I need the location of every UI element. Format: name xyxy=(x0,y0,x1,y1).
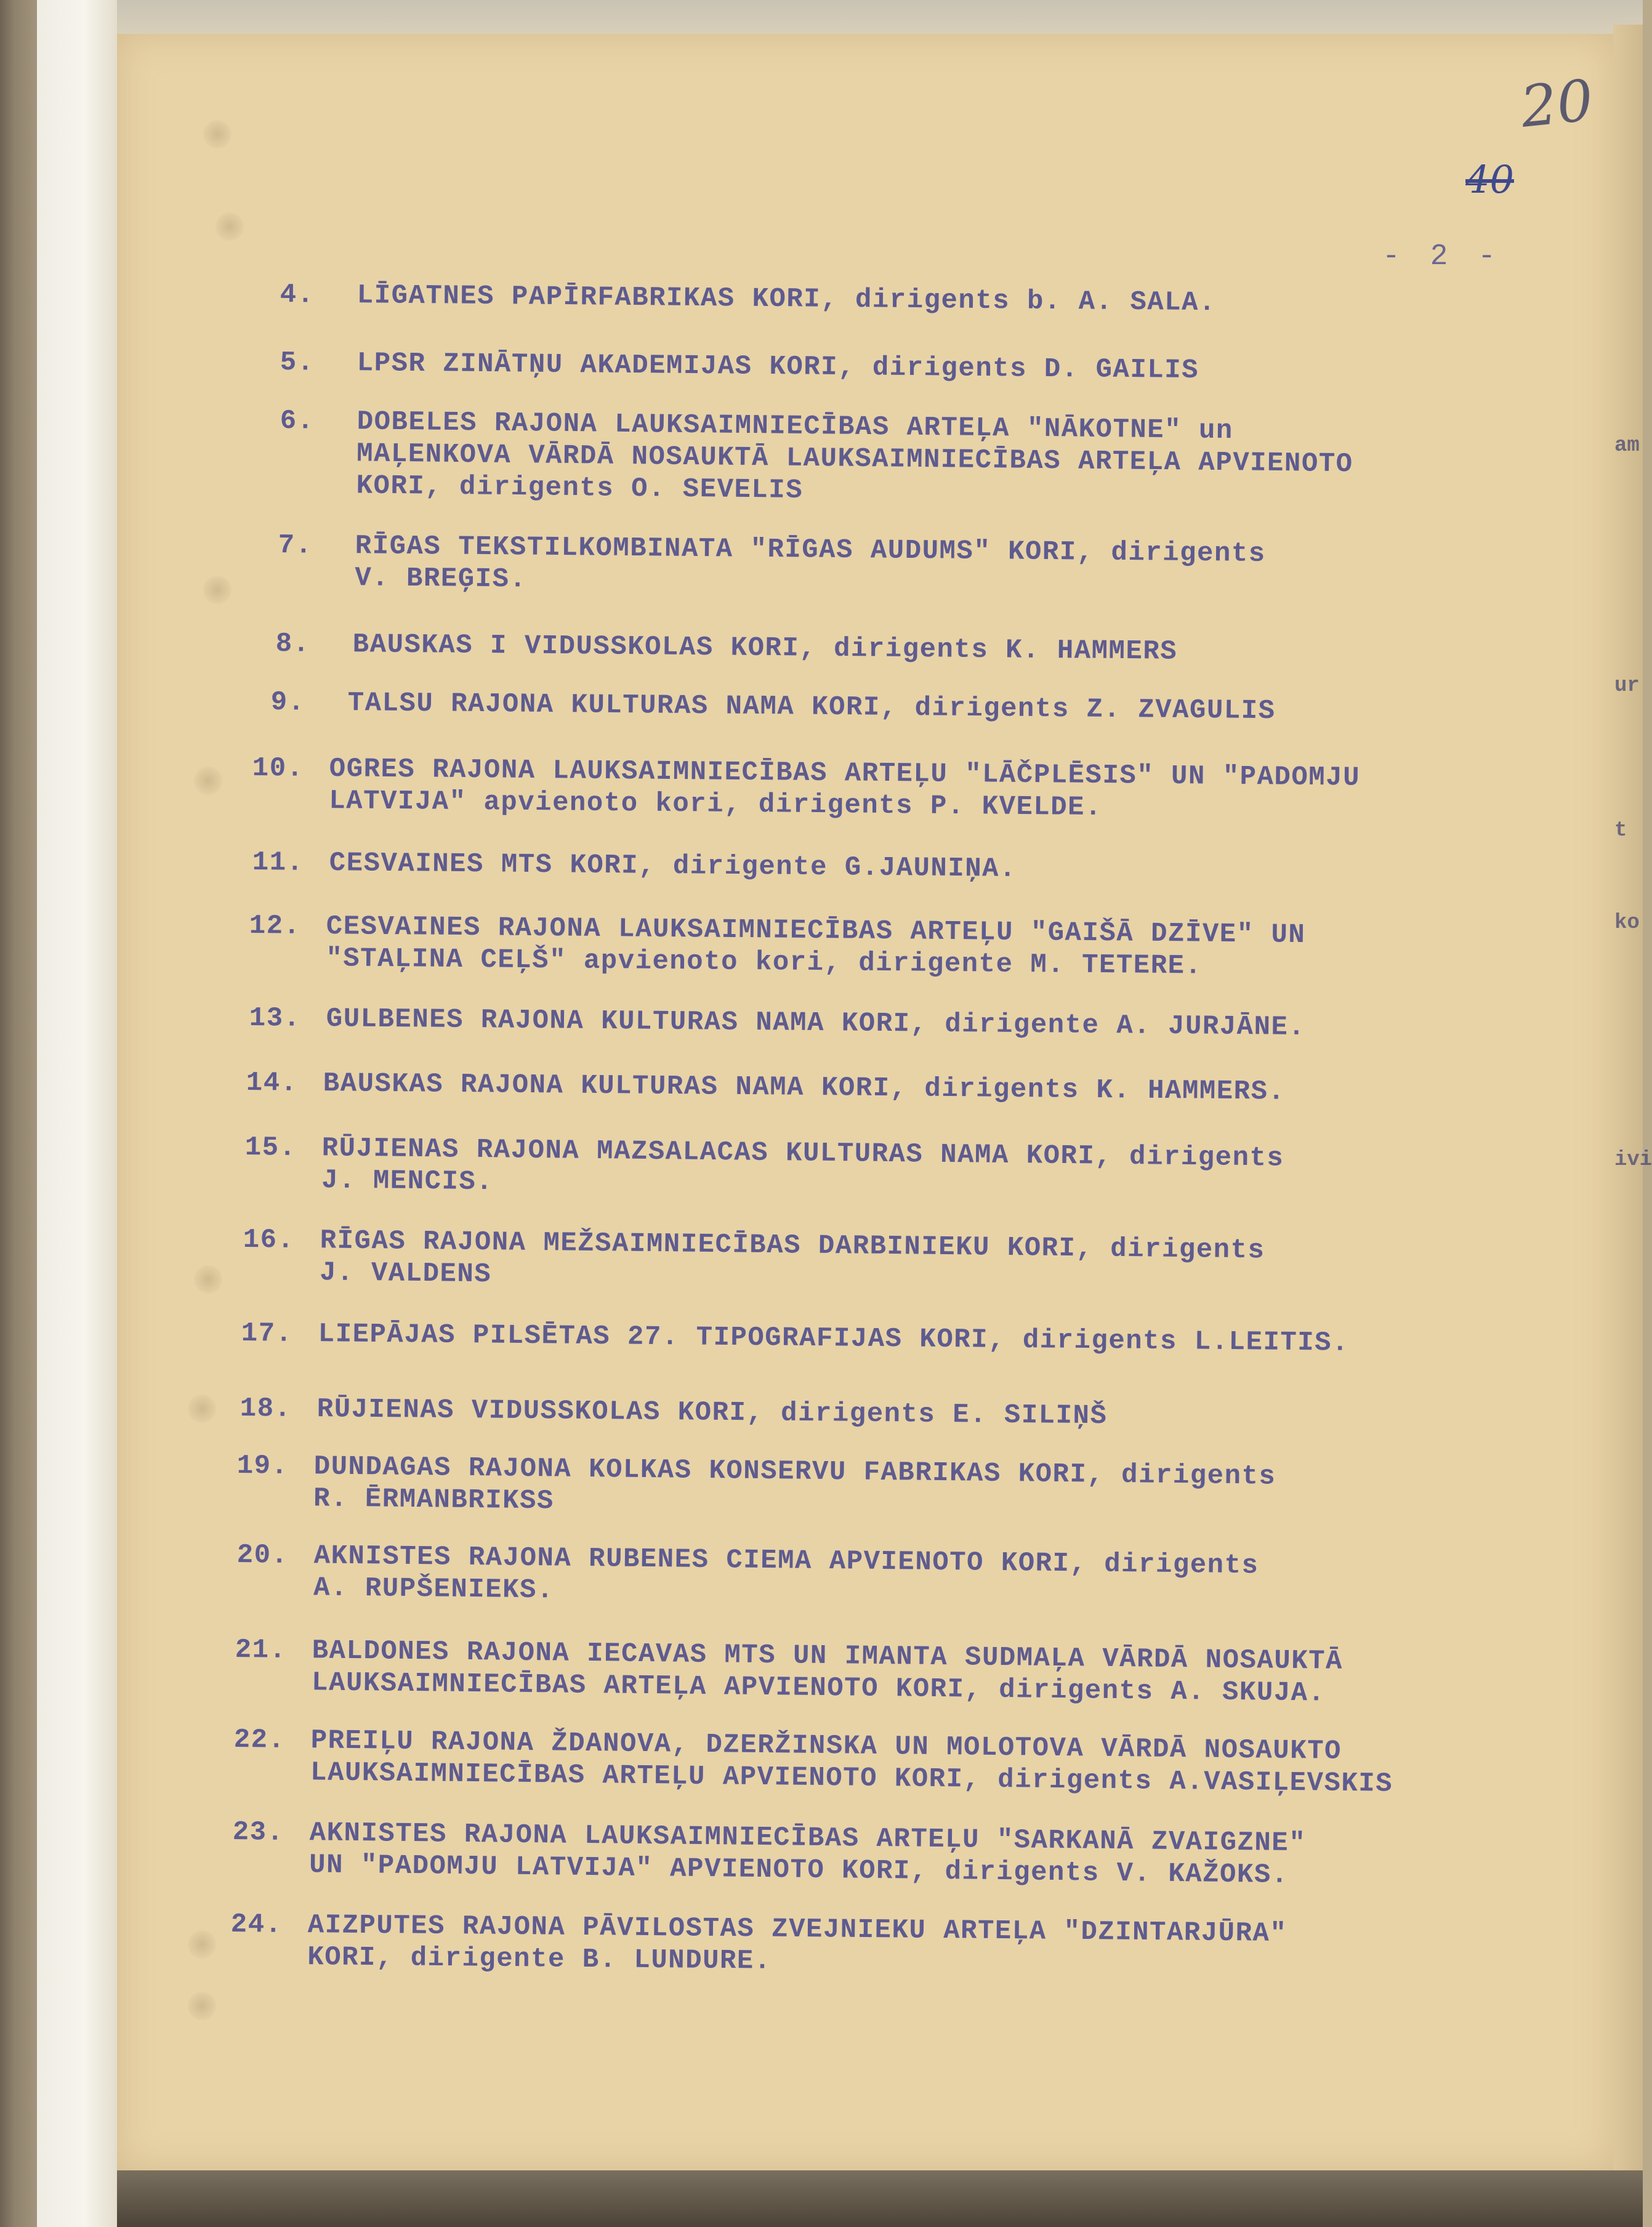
list-item xyxy=(280,347,1199,387)
list-item xyxy=(233,1724,1393,1800)
list-item xyxy=(249,910,1305,983)
item-text: RŪJIENAS VIDUSSKOLAS KORI, dirigents E. SILIŅŠ xyxy=(316,1394,1108,1432)
list-item xyxy=(241,1318,1350,1359)
list-item xyxy=(276,628,1178,668)
item-text: CESVAINES RAJONA LAUKSAIMNIECĪBAS ARTEĻU "GAIŠĀ DZĪVE" UN "STAĻINA CEĻŠ" apvienoto kori, dirigente M. TETERE. xyxy=(326,911,1306,982)
item-number: 19. xyxy=(236,1451,289,1482)
item-text: DUNDAGAS RAJONA KOLKAS KONSERVU FABRIKAS KORI, dirigents R. ĒRMANBRIKSS xyxy=(313,1451,1276,1517)
list-item xyxy=(249,1002,1306,1044)
item-text: RĪGAS TEKSTILKOMBINATA "RĪGAS AUDUMS" KORI, dirigents V. BREĢIS. xyxy=(355,531,1266,595)
edge-fragment: ko xyxy=(1614,911,1640,935)
item-text: CESVAINES MTS KORI, dirigente G.JAUNIŅA. xyxy=(329,848,1017,885)
list-item xyxy=(243,1224,1265,1299)
list-item xyxy=(279,405,1353,512)
item-number: 20. xyxy=(236,1540,289,1571)
item-number: 16. xyxy=(243,1225,295,1256)
item-text: RĪGAS RAJONA MEŽSAIMNIECĪBAS DARBINIEKU KORI, dirigents J. VALDENS xyxy=(319,1225,1265,1291)
list-item xyxy=(252,752,1360,826)
item-number: 23. xyxy=(232,1817,284,1848)
item-text: AKNISTES RAJONA RUBENES CIEMA APVIENOTO KORI, dirigents A. RUPŠENIEKS. xyxy=(313,1540,1259,1606)
item-text: BAUSKAS RAJONA KULTURAS NAMA KORI, dirigents K. HAMMERS. xyxy=(323,1068,1286,1108)
page-number: - 2 - xyxy=(1382,240,1502,273)
item-number: 14. xyxy=(246,1068,298,1099)
list-item xyxy=(232,1816,1306,1891)
list-item xyxy=(235,1634,1343,1710)
item-number: 4. xyxy=(280,279,315,311)
list-item xyxy=(278,530,1266,602)
item-text: AKNISTES RAJONA LAUKSAIMNIECĪBAS ARTEĻU "SARKANĀ ZVAIGZNE" UN "PADOMJU LATVIJA" APVIENOTO KORI, dirigents V. KAŽOKS. xyxy=(308,1818,1307,1891)
list-item xyxy=(280,279,1217,319)
edge-fragment: t xyxy=(1614,819,1627,842)
item-number: 9. xyxy=(270,687,305,719)
item-text: LIEPĀJAS PILSĒTAS 27. TIPOGRAFIJAS KORI, dirigents L.LEITIS. xyxy=(318,1319,1350,1359)
item-text: BAUSKAS I VIDUSSKOLAS KORI, dirigents K. HAMMERS xyxy=(352,629,1178,667)
list-item xyxy=(244,1132,1284,1207)
list-item xyxy=(271,687,1276,727)
item-text: OGRES RAJONA LAUKSAIMNIECĪBAS ARTEĻU "LĀČPLĒSIS" UN "PADOMJU LATVIJA" apvienoto kori, dirigents P. KVELDE. xyxy=(329,754,1361,824)
item-number: 11. xyxy=(252,847,304,879)
list-item xyxy=(252,847,1017,885)
item-number: 5. xyxy=(280,347,315,379)
list-item xyxy=(236,1450,1276,1525)
item-number: 22. xyxy=(233,1725,286,1756)
item-text: PREIĻU RAJONA ŽDANOVA, DZERŽINSKA UN MOLOTOVA VĀRDĀ NOSAUKTO LAUKSAIMNIECĪBAS ARTEĻU APVIENOTO KORI, dirigents A.VASIĻEVSKIS xyxy=(310,1725,1393,1800)
item-number: 7. xyxy=(278,530,313,562)
item-text: RŪJIENAS RAJONA MAZSALACAS KULTURAS NAMA KORI, dirigents J. MENCIS. xyxy=(321,1133,1284,1198)
item-number: 21. xyxy=(235,1635,287,1666)
item-number: 15. xyxy=(244,1132,297,1164)
item-text: LĪGATNES PAPĪRFABRIKAS KORI, dirigents b. A. SALA. xyxy=(357,280,1217,319)
edge-fragment: ivi xyxy=(1614,1148,1652,1172)
item-text: TALSU RAJONA KULTURAS NAMA KORI, dirigents Z. ZVAGULIS xyxy=(347,688,1276,727)
list-item xyxy=(240,1393,1108,1432)
item-number: 8. xyxy=(275,628,310,660)
item-text: BALDONES RAJONA IECAVAS MTS UN IMANTA SUDMAĻA VĀRDĀ NOSAUKTĀ LAUKSAIMNIECĪBAS ARTEĻA APVIENOTO KORI, dirigents A. SKUJA. xyxy=(311,1635,1344,1709)
struck-folio-number: 40 xyxy=(1465,157,1514,202)
item-number: 10. xyxy=(252,753,304,784)
edge-fragment: ur xyxy=(1614,674,1640,698)
list-item xyxy=(230,1909,1287,1982)
item-number: 6. xyxy=(280,405,315,437)
item-number: 17. xyxy=(241,1318,293,1350)
item-number: 12. xyxy=(249,911,301,942)
list-item xyxy=(246,1067,1286,1108)
item-text: AIZPUTES RAJONA PĀVILOSTAS ZVEJNIEKU ARTEĻA "DZINTARJŪRA" KORI, dirigente B. LUNDURE. xyxy=(307,1910,1287,1977)
item-text: DOBELES RAJONA LAUKSAIMNIECĪBAS ARTEĻA "NĀKOTNE" un MAĻENKOVA VĀRDĀ NOSAUKTĀ LAUKSAIMNIECĪBAS ARTEĻA APVIENOTO KORI, dirigents O. SEVELIS xyxy=(356,406,1353,506)
item-text: GULBENES RAJONA KULTURAS NAMA KORI, dirigente A. JURJĀNE. xyxy=(326,1004,1306,1043)
item-number: 13. xyxy=(249,1003,301,1034)
item-number: 24. xyxy=(230,1909,283,1941)
item-text: LPSR ZINĀTŅU AKADEMIJAS KORI, dirigents D. GAILIS xyxy=(357,348,1199,387)
edge-fragment: am xyxy=(1614,434,1640,457)
folio-number: 20 xyxy=(1517,67,1597,140)
list-item xyxy=(236,1539,1259,1614)
item-number: 18. xyxy=(240,1393,292,1425)
